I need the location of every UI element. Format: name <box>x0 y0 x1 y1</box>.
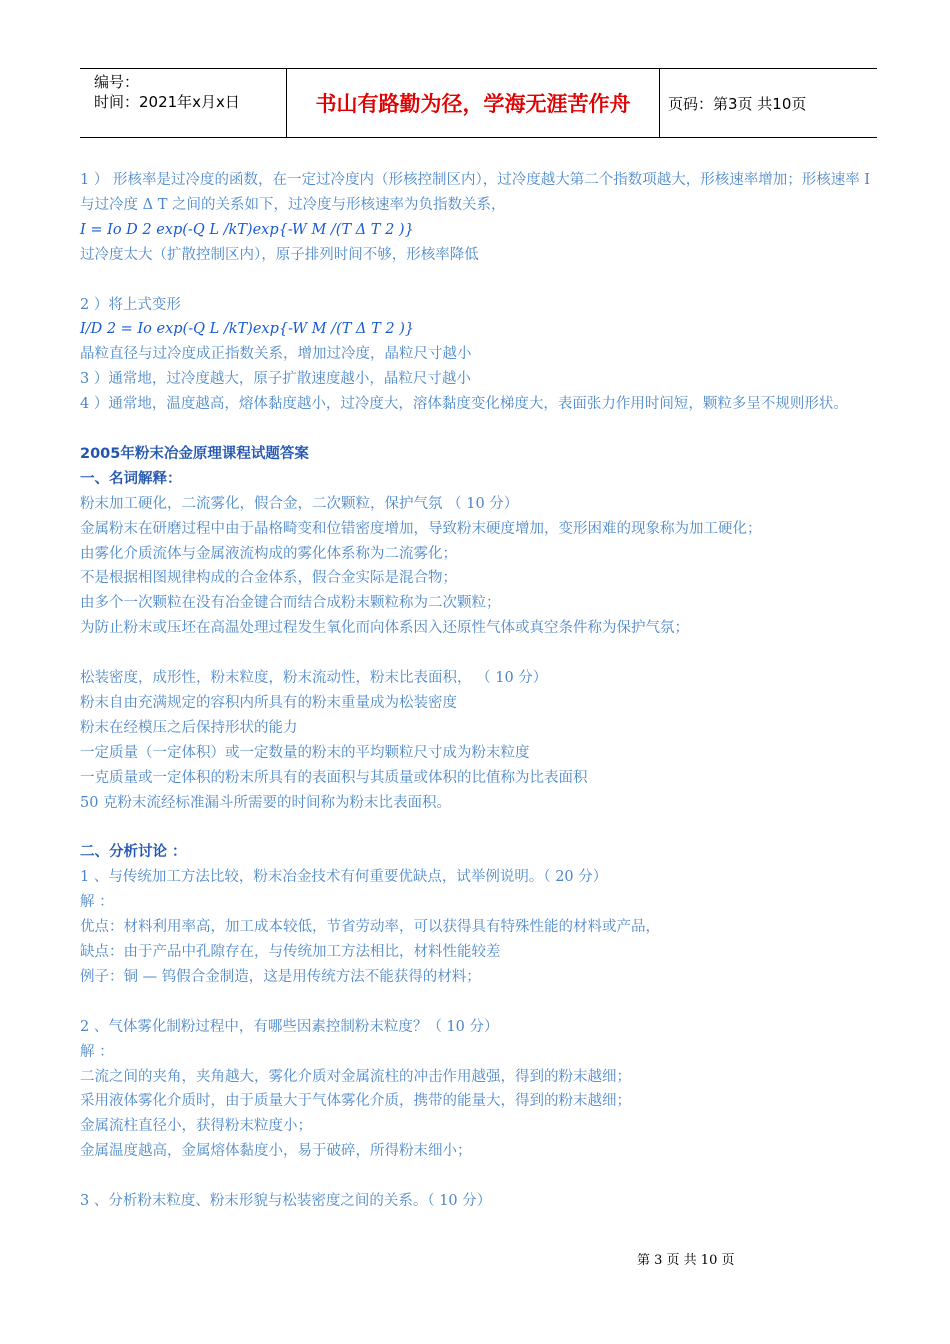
paragraph: 一克质量或一定体积的粉末所具有的表面积与其质量或体积的比值称为比表面积 <box>80 769 588 786</box>
question: 松装密度，成形性，粉末粒度，粉末流动性，粉末比表面积， （ 10 分） <box>80 670 548 687</box>
paragraph: 金属温度越高，金属熔体黏度小，易于破碎，所得粉末细小； <box>80 1143 472 1160</box>
number-label: 编号： <box>94 73 140 91</box>
paragraph: 缺点：由于产品中孔隙存在，与传统加工方法相比，材料性能较差 <box>80 944 501 961</box>
paragraph: 50 克粉末流经标准漏斗所需要的时间称为粉末比表面积。 <box>80 794 452 811</box>
page-header <box>80 68 877 138</box>
section-title: 2005年粉末冶金原理课程试题答案 <box>80 445 309 462</box>
paragraph: 粉末在经模压之后保持形状的能力 <box>80 719 298 736</box>
motto: 书山有路勤为径，学海无涯苦作舟 <box>286 69 660 137</box>
document-body <box>80 168 880 1214</box>
paragraph: 过冷度太大（扩散控制区内），原子排列时间不够，形核率降低 <box>80 246 479 263</box>
paragraph: 金属流柱直径小，获得粉末粒度小； <box>80 1118 312 1135</box>
paragraph: 2 ）将上式变形 <box>80 296 181 313</box>
paragraph: 不是根据相图规律构成的合金体系，假合金实际是混合物； <box>80 570 457 587</box>
question: 2 、气体雾化制粉过程中，有哪些因素控制粉末粒度？（ 10 分） <box>80 1018 499 1035</box>
question: 粉末加工硬化，二流雾化，假合金，二次颗粒，保护气氛 （ 10 分） <box>80 495 519 512</box>
question: 3 、分析粉末粒度、粉末形貌与松装密度之间的关系。（ 10 分） <box>80 1193 492 1210</box>
time-label: 时间：2021年x月x日 <box>94 93 240 111</box>
paragraph: 3 ）通常地，过冷度越大，原子扩散速度越小，晶粒尺寸越小 <box>80 371 471 388</box>
page-label: 页码：第3页 共10页 <box>668 94 807 113</box>
formula: I/D 2 = Io exp(-Q L /kT)exp{-W M /(T Δ T 2 )} <box>80 321 415 338</box>
paragraph: 一定质量（一定体积）或一定数量的粉末的平均颗粒尺寸成为粉末粒度 <box>80 744 530 761</box>
paragraph: 晶粒直径与过冷度成正指数关系，增加过冷度，晶粒尺寸越小 <box>80 346 472 363</box>
paragraph: 采用液体雾化介质时，由于质量大于气体雾化介质，携带的能量大，得到的粉末越细； <box>80 1093 631 1110</box>
paragraph: 二流之间的夹角，夹角越大，雾化介质对金属流柱的冲击作用越强，得到的粉末越细； <box>80 1068 631 1085</box>
section-heading: 一、名词解释： <box>80 470 182 487</box>
paragraph: 例子：铜 — 钨假合金制造，这是用传统方法不能获得的材料； <box>80 968 481 985</box>
answer-label: 解 ： <box>80 894 114 911</box>
paragraph: 优点：材料利用率高，加工成本较低，节省劳动率，可以获得具有特殊性能的材料或产品， <box>80 919 660 936</box>
paragraph: 4 ）通常地，温度越高，熔体黏度越小，过冷度大，溶体黏度变化梯度大，表面张力作用时间短，颗粒多呈不规则形状。 <box>80 396 848 413</box>
question: 1 、与传统加工方法比较，粉末冶金技术有何重要优缺点，试举例说明。（ 20 分） <box>80 869 608 886</box>
section-heading: 二、分析讨论 ： <box>80 844 187 861</box>
paragraph: 1 ） 形核率是过冷度的函数，在一定过冷度内（形核控制区内），过冷度越大第二个指数项越大，形核速率增加；形核速率 I 与过冷度 Δ T 之间的关系如下，过冷度与形核速率为负指数关系， <box>80 172 871 213</box>
paragraph: 由多个一次颗粒在没有冶金键合而结合成粉末颗粒称为二次颗粒； <box>80 595 501 612</box>
paragraph: 为防止粉末或压坯在高温处理过程发生氧化而向体系因入还原性气体或真空条件称为保护气氛； <box>80 620 689 637</box>
paragraph: 金属粉末在研磨过程中由于晶格畸变和位错密度增加，导致粉末硬度增加，变形困难的现象称为加工硬化； <box>80 520 762 537</box>
paragraph: 由雾化介质流体与金属液流构成的雾化体系称为二流雾化； <box>80 545 457 562</box>
answer-label: 解 ： <box>80 1043 114 1060</box>
header-meta <box>80 69 286 137</box>
formula: I = Io D 2 exp(-Q L /kT)exp{-W M /(T Δ T 2 )} <box>80 221 414 238</box>
paragraph: 粉末自由充满规定的容积内所具有的粉末重量成为松装密度 <box>80 694 457 711</box>
page-footer: 第 3 页 共 10 页 <box>637 1253 735 1268</box>
